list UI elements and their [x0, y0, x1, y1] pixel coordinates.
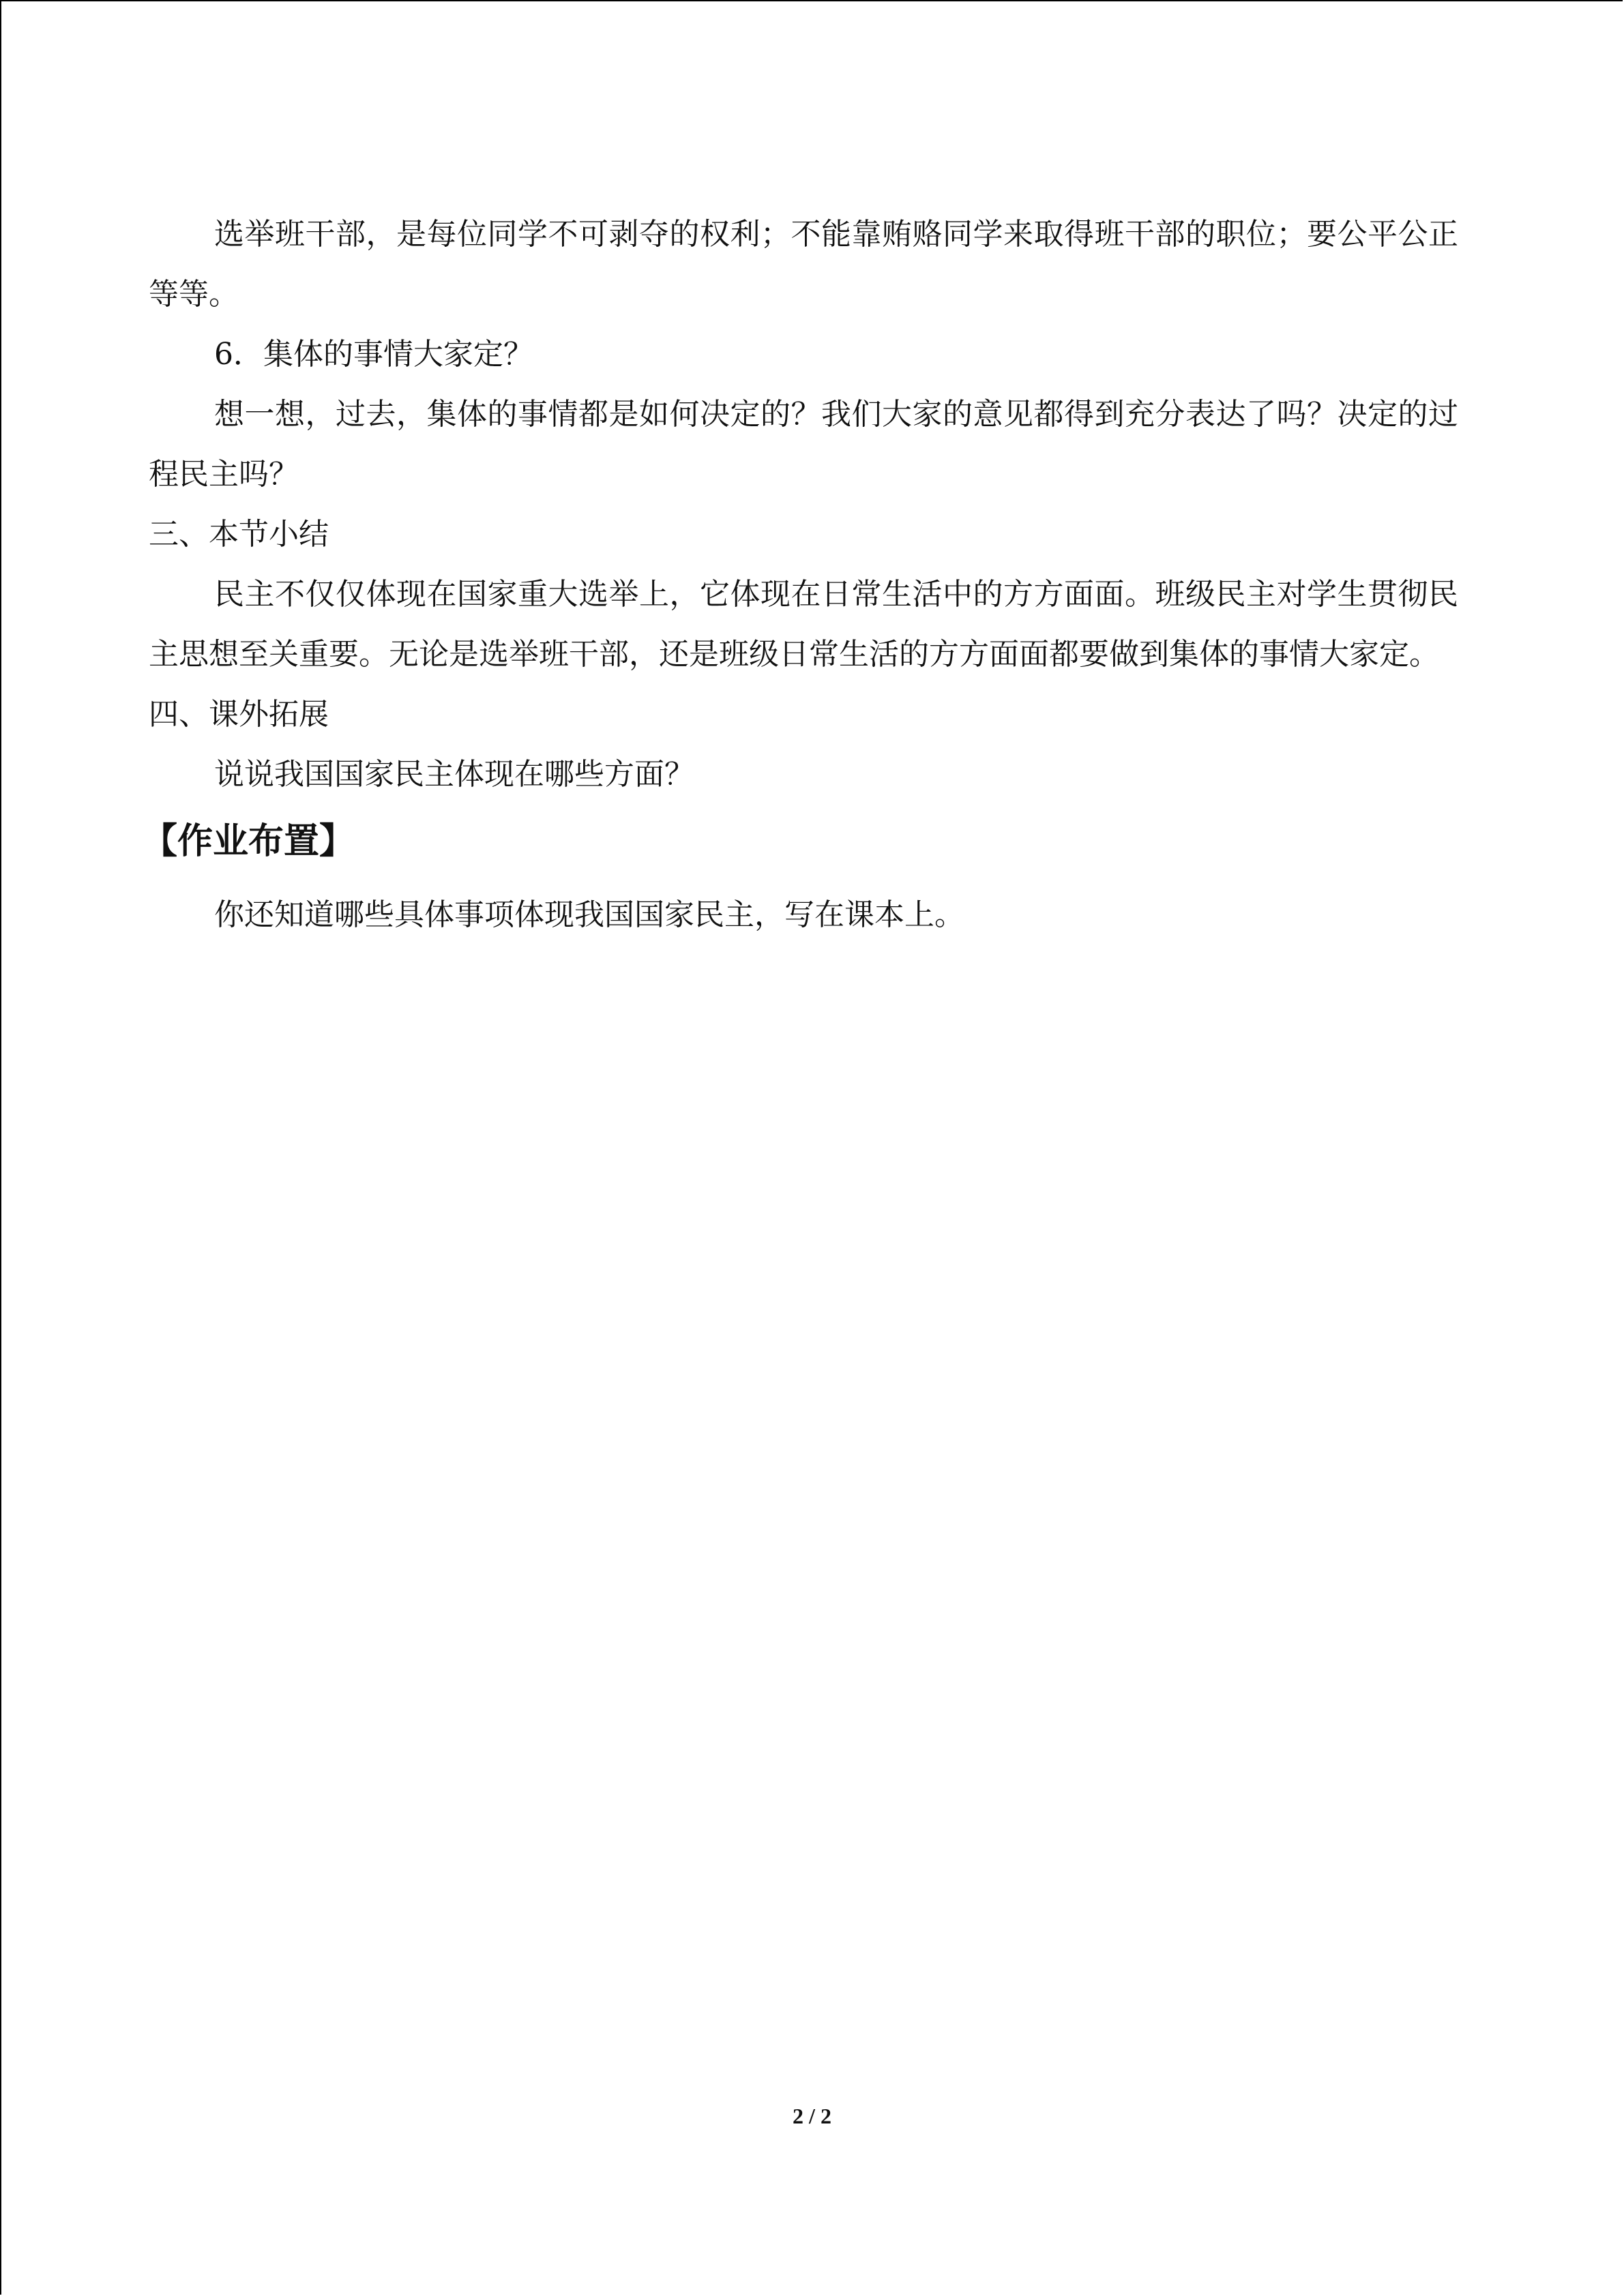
- paragraph-extension: 说说我国国家民主体现在哪些方面？: [214, 757, 694, 792]
- page-number: 2 / 2: [793, 2104, 831, 2128]
- paragraph-think-question: 想一想，过去，集体的事情都是如何决定的？我们大家的意见都得到充分表达了吗？决定的过程民主吗？: [149, 397, 1458, 492]
- section-title-homework: 【作业布置】: [142, 821, 355, 862]
- heading-extension: 四、课外拓展: [149, 697, 329, 732]
- document-body: [142, 205, 1458, 945]
- paragraph-assignment: 你还知道哪些具体事项体现我国国家民主，写在课本上。: [214, 897, 964, 932]
- heading-summary: 三、本节小结: [149, 517, 329, 552]
- subheading-collective-decision: 6．集体的事情大家定？: [214, 337, 533, 372]
- paragraph-election-rights: 选举班干部，是每位同学不可剥夺的权利；不能靠贿赂同学来取得班干部的职位；要公平公正等等。: [149, 217, 1458, 312]
- paragraph-summary: 民主不仅仅体现在国家重大选举上，它体现在日常生活中的方方面面。班级民主对学生贯彻民主思想至关重要。无论是选举班干部，还是班级日常生活的方方面面都要做到集体的事情大家定。: [149, 577, 1458, 672]
